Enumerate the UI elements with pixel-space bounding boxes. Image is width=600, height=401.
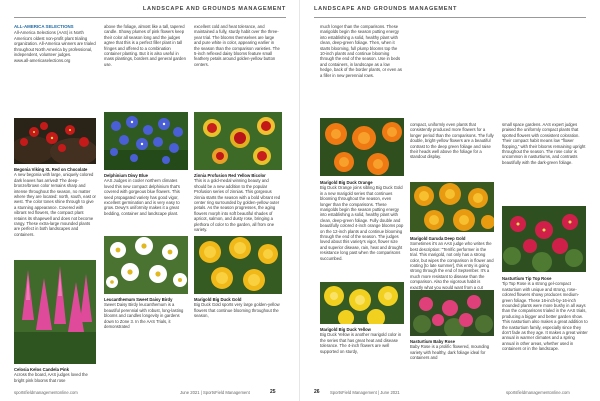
paragraph: compact, uniformly even plants that consistently produced more flowers for a longer period than the comparisons. The fully double, bright-yellow flowers are a beautiful contrast to the deep green foliage and raise their heads well above the foliage for a standout display.	[410, 122, 494, 160]
caption-title: Leucanthemum Sweet Daisy Birdy	[104, 297, 173, 302]
paragraph: much longer than the comparisons. These marigolds begin the season putting energy into establishing a solid, healthy plant with clean, deep-green foliage. Then, when it starts blooming, full plump blooms top the 10-inch plants and continue blooming through the end of the season. Use in beds and containers, in landscape as a low hedge, back of the border plants, or even as a filler in new perennial rows.	[320, 24, 402, 78]
column-text	[104, 24, 186, 68]
footer-issue: June 2021 | SportsField Management	[180, 390, 250, 395]
caption-marigold-gold	[194, 297, 282, 319]
sidebar-url: www.all-americaselections.org	[14, 58, 71, 64]
caption-delphinium	[104, 173, 188, 216]
header-rule	[14, 17, 286, 18]
caption-text: Sometimes it's an AAS judge who writes the best description: "Terrific performer in the trial. This marigold, not only has a strong color, but wipes the comparison in flower and rooting [to late summer], this entry is going strong through the end of September. It's a much more resistant to disease than the comparison. Also the vigorous habit is exactly what you would want from a cut	[410, 241, 494, 290]
column-text	[320, 24, 402, 79]
caption-title: Marigold Big Duck Gold	[194, 297, 242, 302]
photo-marigold-gold	[194, 236, 282, 294]
caption-title: Marigold Big Duck Orange	[320, 180, 373, 185]
paragraph: small space gardens. AAS expert judges praised the uniformly compact plants that sported flowers with consistent coloration. Their compact habit means low "flower flopping," with their blooms remaining upright throughout the season. The rose color is uncommon in nasturtiums, and contrasts beautifully with the dark-green foliage.	[502, 122, 586, 165]
caption-nasturtium-baby-rose	[410, 339, 494, 361]
page-number	[314, 389, 320, 395]
photo-marigold-yellow	[320, 282, 404, 324]
caption-title: Marigold Garuda Deep Gold	[410, 236, 466, 241]
page-number	[270, 389, 276, 395]
column-text	[410, 122, 494, 161]
caption-title: Nasturtium Tip Top Rose	[502, 276, 552, 281]
caption-text: Sweet Daisy Birdy leucanthemum is a beautiful perennial with robust, long-lasting blooms and candles longevity in gardens down to Zone 3. In the AAS Trials, it demonstrated	[104, 302, 184, 330]
sidebar-title: ALL-AMERICA SELECTIONS	[14, 24, 74, 29]
photo-leucanthemum	[104, 236, 188, 294]
caption-text: Across the board, AAS judges loved the bright pink blooms that rose	[14, 372, 88, 383]
footer-url: sportsfieldmanagementonline.com	[14, 390, 78, 395]
right-page	[300, 0, 600, 401]
caption-leucanthemum	[104, 297, 188, 329]
caption-title: Celosia Kelos Candela Pink	[14, 367, 69, 372]
caption-text: Big Duck Gold sports very large golden-yellow flowers that continue blooming throughout the season,	[194, 302, 280, 319]
caption-title: Begonia Viking XL Red on Chocolate	[14, 167, 88, 172]
photo-marigold-orange	[320, 118, 404, 176]
sidebar-box	[14, 24, 96, 65]
column-text	[194, 24, 280, 68]
caption-title: Delphinium Diwy Blue	[104, 173, 148, 178]
caption-celosia	[14, 367, 96, 383]
paragraph: above the foliage, almost like a tall, tapered candle. Showy plumes of pink flowers keep their color all season long and the judges agree that this is a perfect filler plant in tall fringes and offered to a combination container planting. But it is also useful in mass plantings, borders and general garden use.	[104, 24, 186, 67]
page-header: LANDSCAPE AND GROUNDS MANAGEMENT	[314, 6, 458, 12]
column-text	[502, 122, 588, 166]
photo-celosia	[14, 260, 96, 364]
caption-title: Marigold Big Duck Yellow	[320, 327, 371, 332]
caption-text: Big Duck Yellow is another marigold color in the series that has great heat and disease tolerance. The 4-inch flowers are well supported on sturdy,	[320, 332, 402, 354]
caption-title: Zinnia Profusion Red Yellow Bicolor	[194, 173, 266, 178]
photo-begonia	[14, 118, 96, 164]
photo-zinnia	[194, 112, 282, 170]
caption-text: AAS Judges in cooler northern climates loved this new compact delphinium that's covered with gorgeous blue flowers. This seed propagated variety has good vigor, excellent germination and is very easy to grow. Dewy's uniformity makes it a great bedding, container and landscape plant.	[104, 178, 180, 216]
header-rule	[314, 17, 586, 18]
caption-text: This is a gold-medal winning beauty and should be a new addition to the popular Profusion series of zinnias. This gorgeous zinnia starts the season with a bold vibrant red center ring surrounded by golden-yellow outer petals. As the season progresses, the aging flowers morph into soft beautiful shades of apricot, salmon, and dusty rose, bringing a plethora of color to the garden, all from one variety.	[194, 178, 281, 233]
photo-marigold-garuda	[410, 182, 494, 232]
footer-issue: SportsField Management | June 2021	[330, 390, 400, 395]
sidebar-body: All-America Selections (AAS) is North America's oldest non-profit plant trialing organization. All-America winners are trialed throughout North America by professional, independent, volunteer judges.	[14, 30, 96, 58]
caption-text: A new begonia with large, uniquely colored dark leaves has arrived! The deep-bronze/brown color remains sharp and intense throughout the season, no matter where they are located: north, south, east or west. The color tones shine through to give a stunning appearance. Covered with vibrant red flowers, the compact plant retains its shapewell and does not become rangy. These extra-large mounded plants are perfect in both landscapes and containers.	[14, 172, 96, 237]
caption-nasturtium-tip-top	[502, 276, 588, 352]
page-number-text: 25	[270, 389, 276, 395]
caption-zinnia	[194, 173, 282, 232]
caption-marigold-orange	[320, 180, 404, 261]
caption-text: Big Duck Orange joins sibling Big Duck Gold in a new marigold series that continues blooming throughout the season, even longer than the comparisons. These marigolds begin the season putting energy into establishing a solid, healthy plant with clean, deep-green foliage. Fully double and beautifully colored 4-inch orange blooms pop on the 12-inch plants and continue blooming through the end of the season. The judges loved about this variety's vigor, flower size and superior disease, rain, heat and drought resistance long past when the comparisons succumbed.	[320, 185, 404, 261]
page-header: LANDSCAPE AND GROUNDS MANAGEMENT	[142, 6, 286, 12]
caption-marigold-yellow	[320, 327, 404, 354]
caption-title: Nasturtium Baby Rose	[410, 339, 455, 344]
photo-nasturtium-tip-top	[502, 206, 586, 272]
photo-nasturtium-baby-rose	[410, 290, 494, 336]
caption-begonia	[14, 167, 96, 237]
caption-text: Tip Top Rose is a strong gel-compact nasturtium with unique and strong, rose-colored flowers showy produces medium-green foliage. These 16-inch-by-16-inch mounded plants were more bushy in all ways than the comparisons trialed in the AAS trials, producing a bigger and better garden show. This nasturtium also makes a great addition to the nasturtium family, especially since they don't fade as they age. It makes a great winter annual in warmer climates and a spring annual in other areas, whether used in containers or in the landscape.	[502, 281, 588, 352]
photo-delphinium	[104, 112, 188, 170]
paragraph: excellent cold and heat tolerance, and maintained a fully, sturdy habit over the three-year trial. The blooms themselves are large and pure white in color, appearing earlier in the season than the comparison varieties. The 5-inch reflexed daisy blooms feature small feathery petals around golden-yellow button centers.	[194, 24, 280, 67]
caption-marigold-garuda	[410, 236, 494, 295]
footer-url: sportsfieldmanagementonline.com	[506, 390, 570, 395]
caption-text: Baby Rose is a prolific flowered, mounding variety with healthy, dark foliage ideal for containers and	[410, 344, 490, 361]
page-number-text: 26	[314, 389, 320, 395]
